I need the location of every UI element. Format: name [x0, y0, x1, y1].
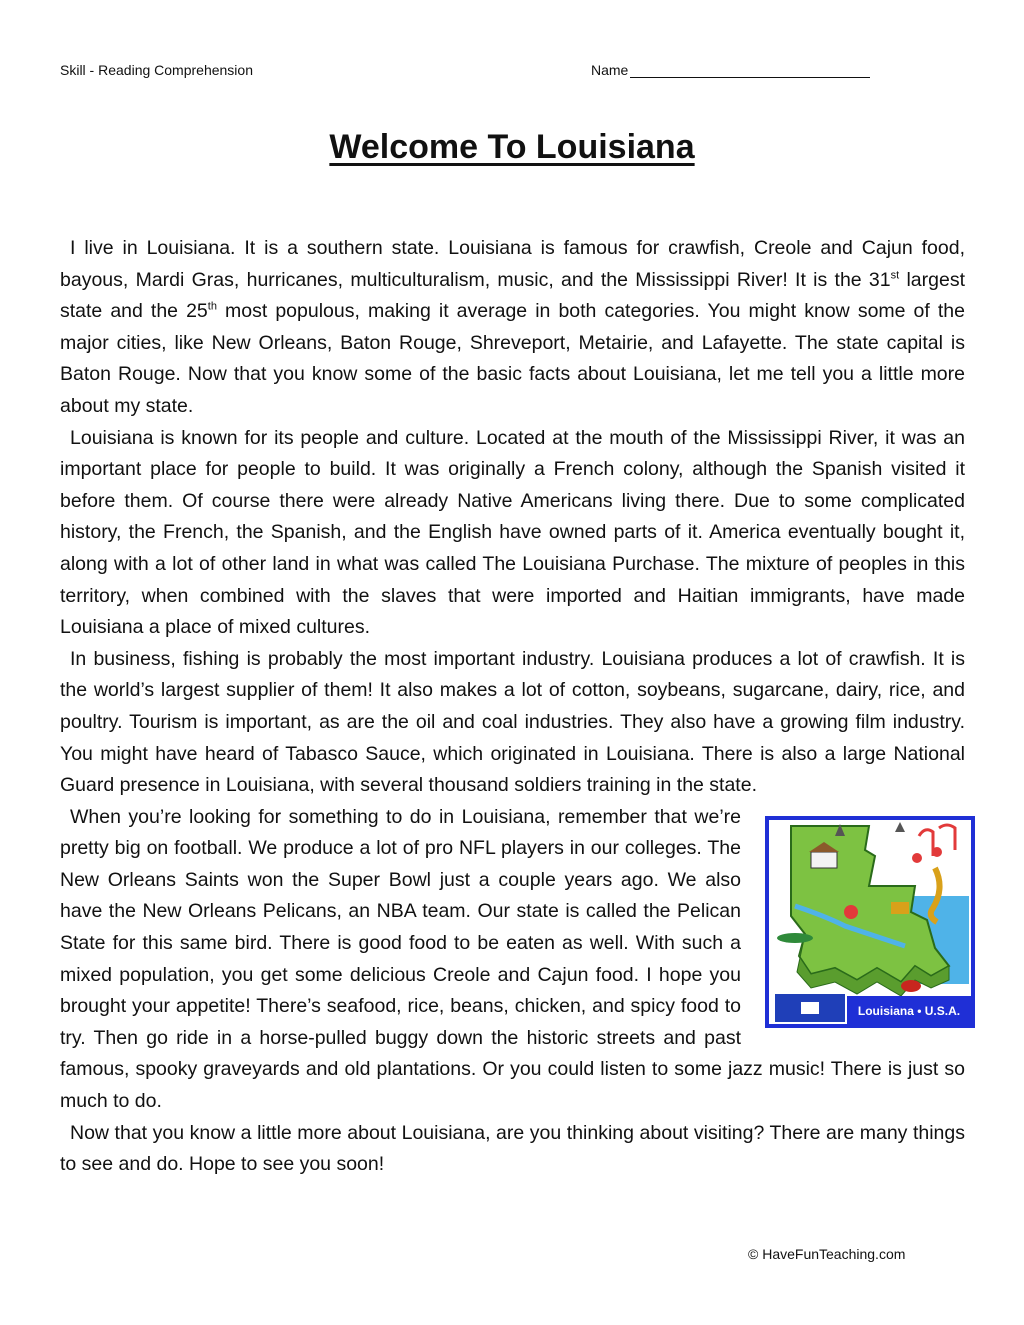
- name-label: Name: [591, 62, 629, 78]
- paragraph-3: In business, fishing is probably the most important industry. Louisiana produces a lot of crawfish. It is the world’s largest supplier of them! It also makes a lot of cotton, soybeans, sugarcane, dairy, rice, and poultry. Tourism is important, as are the oil and coal industries. They also have a growing film industry. You might have heard of Tabasco Sauce, which originated in Louisiana. There is also a large National Guard presence in Louisiana, with several thousand soldiers training in the state.: [60, 647, 965, 797]
- paragraph-5: Now that you know a little more about Louisiana, are you thinking about visiting? There are many things to see and do. Hope to see you soon!: [60, 1121, 965, 1176]
- superscript-th: th: [207, 300, 217, 313]
- name-field: [591, 62, 870, 78]
- page-title: Welcome To Louisiana: [329, 128, 695, 166]
- paragraph-4: Louisiana • U.S.A. When you’re looking for something to do in Louisiana, remember that we’re pretty big on football. We produce a lot of pro NFL players in our colleges. The New Orleans Saints won the Super Bowl just a couple years ago. We also have the New Orleans Pelicans, an NBA team. Our state is called the Pelican State for this same bird. There is good food to be eaten as well. With such a mixed population, you get some delicious Creole and Cajun food. I hope you brought your appetite! There’s seafood, rice, beans, chicken, and spicy food to try. Then go ride in a horse-pulled buggy down the historic streets and past famous, spooky graveyards and old plantations. Or you could listen to some jazz music! There is just so much to do.: [60, 802, 965, 1118]
- name-blank-line: [630, 63, 870, 78]
- image-caption: Louisiana • U.S.A.: [857, 1003, 961, 1018]
- paragraph-1: I live in Louisiana. It is a southern state. Louisiana is famous for crawfish, Creole and Cajun food, bayous, Mardi Gras, hurricanes, multiculturalism, music, and the Mississippi River! It is the 31st largest state and the 25th most populous, making it average in both categories. You might know some of the major cities, like New Orleans, Baton Rouge, Shreveport, Metairie, and Lafayette. The state capital is Baton Rouge. Now that you know some of the basic facts about Louisiana, let me tell you a little more about my state.: [60, 237, 966, 417]
- paragraph-2: Louisiana is known for its people and culture. Located at the mouth of the Mississippi River, it was an important place for people to build. It was originally a French colony, although the Spanish visited it before them. Of course there were already Native Americans living there. Due to some complicated history, the French, the Spanish, and the English have owned parts of it. America eventually bought it, along with a lot of other land in what was called The Louisiana Purchase. The mixture of peoples in this territory, when combined with the slaves that were imported and Haitian immigrants, have made Louisiana a place of mixed cultures.: [60, 426, 965, 639]
- louisiana-illustration: [755, 816, 965, 1028]
- superscript-st: st: [890, 269, 900, 282]
- louisiana-map-image: [765, 816, 975, 1028]
- copyright: © HaveFunTeaching.com: [748, 1246, 906, 1262]
- passage: [60, 233, 965, 1181]
- skill-label: Skill - Reading Comprehension: [60, 62, 253, 78]
